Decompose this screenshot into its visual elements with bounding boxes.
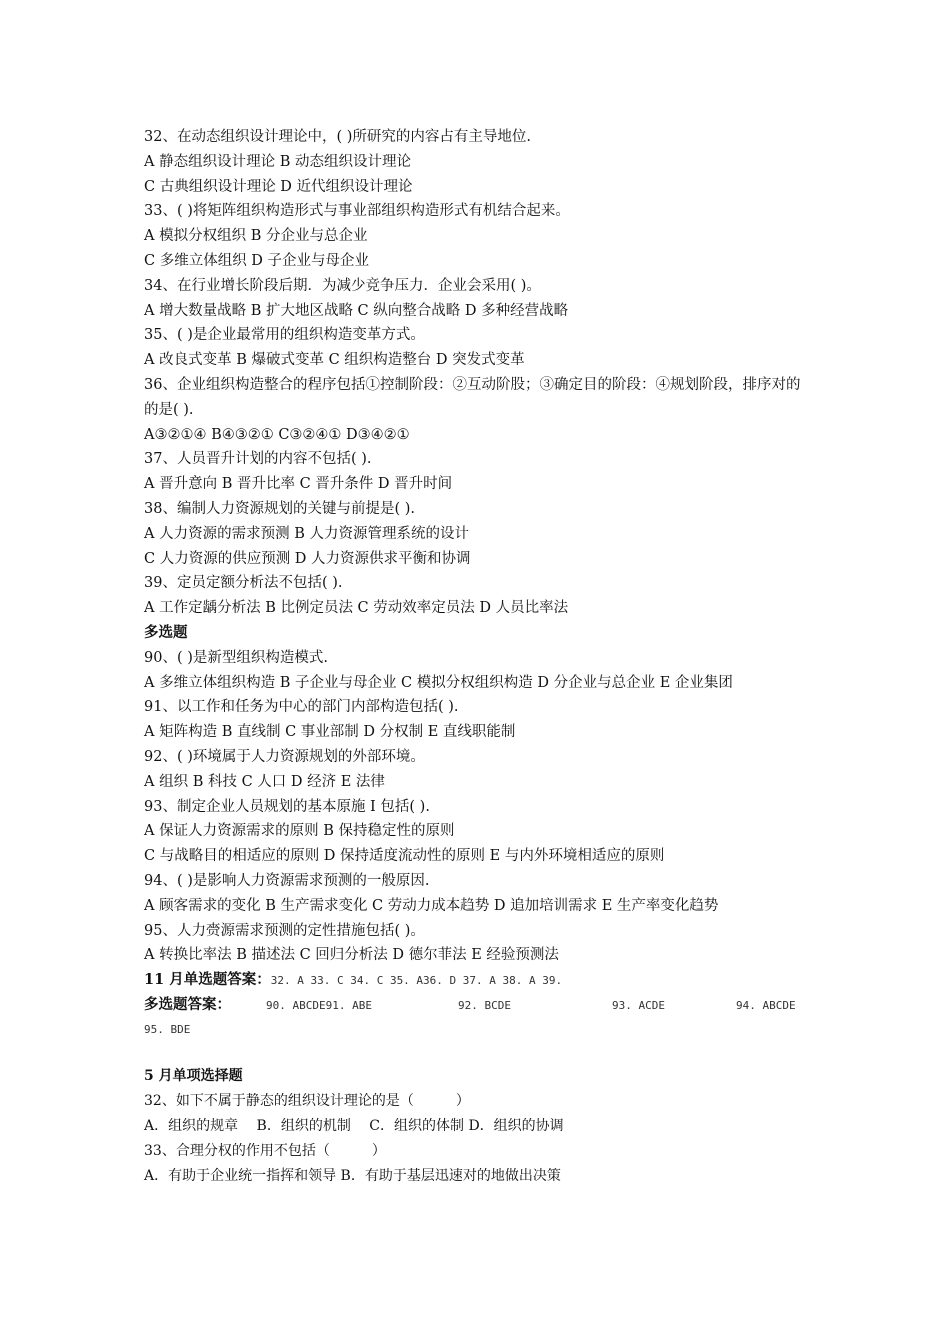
text-line: 92、( )环境属于人力资源规划的外部环境。 bbox=[144, 748, 425, 765]
text-line: 34、在行业增长阶段后期．为减少竞争压力．企业会采用( )。 bbox=[144, 277, 541, 294]
text-line: 37、人员晋升计划的内容不包括( ). bbox=[144, 451, 372, 468]
may-section-title: 5 月单项选择题 bbox=[144, 1068, 243, 1085]
text-line: A 转换比率法 B 描述法 C 回归分析法 D 德尔菲法 E 经验预测法 bbox=[144, 947, 559, 964]
text-line: 33、( )将矩阵组织构造形式与事业部组织构造形式有机结合起来。 bbox=[144, 203, 570, 220]
text-line: A 保证人力资源需求的原则 B 保持稳定性的原则 bbox=[144, 823, 455, 840]
multi-answer-item: 93. ACDE bbox=[612, 998, 665, 1012]
text-line: A 人力资源的需求预测 B 人力资源管理系统的设计 bbox=[144, 525, 469, 542]
spacer bbox=[144, 1042, 814, 1064]
text-line: A 顾客需求的变化 B 生产需求变化 C 劳动力成本趋势 D 追加培训需求 E 生产率变化趋势 bbox=[144, 897, 719, 914]
text-line: 91、以工作和任务为中心的部门内部构造包括( ). bbox=[144, 699, 459, 716]
single-answer-label: 11 月单选题答案： bbox=[144, 971, 271, 989]
text-line: A 工作定龋分析法 B 比例定员法 C 劳动效率定员法 D 人员比率法 bbox=[144, 600, 569, 617]
multi-choice-heading: 多选题 bbox=[144, 623, 188, 641]
text-line: 36、企业组织构造整合的程序包括①控制阶段：②互动阶股；③确定目的阶段：④规划阶段，排序对的的是( ). bbox=[144, 376, 801, 418]
text-line: A 组织 B 科技 C 人口 D 经济 E 法律 bbox=[144, 773, 385, 790]
text-line: C 古典组织设计理论 D 近代组织设计理论 bbox=[144, 178, 413, 195]
text-line: 38、编制人力资源规划的关键与前提是( ). bbox=[144, 500, 415, 517]
text-line: A．有助于企业统一指挥和领导 B．有助于基层迅速对的地做出决策 bbox=[144, 1167, 561, 1184]
text-line: A．组织的规章 B．组织的机制 C．组织的体制 D．组织的协调 bbox=[144, 1118, 564, 1135]
single-answer-text: 32. A 33. C 34. C 35. A36. D 37. A 38. A 39. bbox=[270, 974, 563, 988]
text-line: C 人力资源的供应预测 D 人力资源供求平衡和协调 bbox=[144, 550, 471, 567]
text-line: 93、制定企业人员规划的基本原施 I 包括( ). bbox=[144, 798, 430, 815]
multi-answer-item: 90. ABCDE91. ABE bbox=[266, 998, 372, 1012]
text-line: 90、( )是新型组织构造模式. bbox=[144, 649, 328, 666]
text-line: C 多维立体组织 D 子企业与母企业 bbox=[144, 252, 370, 269]
single-choice-questions bbox=[144, 125, 814, 621]
text-line: 32、如下不属于静态的组织设计理论的是（ ） bbox=[144, 1093, 470, 1110]
text-line: A 改良式变革 B 爆破式变革 C 组织构造整台 D 突发式变革 bbox=[144, 352, 525, 369]
text-line: 94、( )是影响人力资源需求预测的一般原因. bbox=[144, 872, 430, 889]
multi-choice-questions bbox=[144, 646, 814, 968]
text-line: 35、( )是企业最常用的组织构造变革方式。 bbox=[144, 327, 425, 344]
text-line: 95、人力赍源需求预测的定性措施包括( )。 bbox=[144, 922, 425, 939]
text-line: 32、在动态组织设计理论中，( )所研究的内容占有主导地位. bbox=[144, 129, 531, 145]
answer-key bbox=[144, 968, 814, 1042]
text-line: 33、合理分权的作用不包括（ ） bbox=[144, 1142, 386, 1159]
multi-answer-item: 94. ABCDE bbox=[736, 998, 796, 1012]
text-line: C 与战略目的相适应的原则 D 保持适度流动性的原则 E 与内外环境相适应的原则 bbox=[144, 848, 665, 865]
text-line: A 增大数量战略 B 扩大地区战略 C 纵向整合战略 D 多种经营战略 bbox=[144, 302, 569, 319]
multi-answer-label: 多选题答案： bbox=[144, 995, 231, 1013]
text-line: A③②①④ B④③②① C③②④① D③④②① bbox=[144, 426, 410, 443]
multi-answer-tail: 95. BDE bbox=[144, 1022, 191, 1036]
multi-answer-item: 92. BCDE bbox=[458, 998, 511, 1012]
text-line: A 晋升意向 B 晋升比率 C 晋升条件 D 晋升时间 bbox=[144, 476, 453, 493]
text-line: A 模拟分权组织 B 分企业与总企业 bbox=[144, 228, 368, 245]
text-line: A 多维立体组织构造 B 子企业与母企业 C 模拟分权组织构造 D 分企业与总企业 E 企业集团 bbox=[144, 674, 733, 691]
may-section bbox=[144, 1064, 814, 1188]
text-line: A 静态组织设计理论 B 动态组织设计理论 bbox=[144, 153, 411, 170]
text-line: A 矩阵构造 B 直线制 C 事业部制 D 分权制 E 直线职能制 bbox=[144, 724, 516, 741]
text-line: 39、定员定额分析法不包括( ). bbox=[144, 575, 343, 592]
document-content bbox=[144, 125, 814, 1188]
